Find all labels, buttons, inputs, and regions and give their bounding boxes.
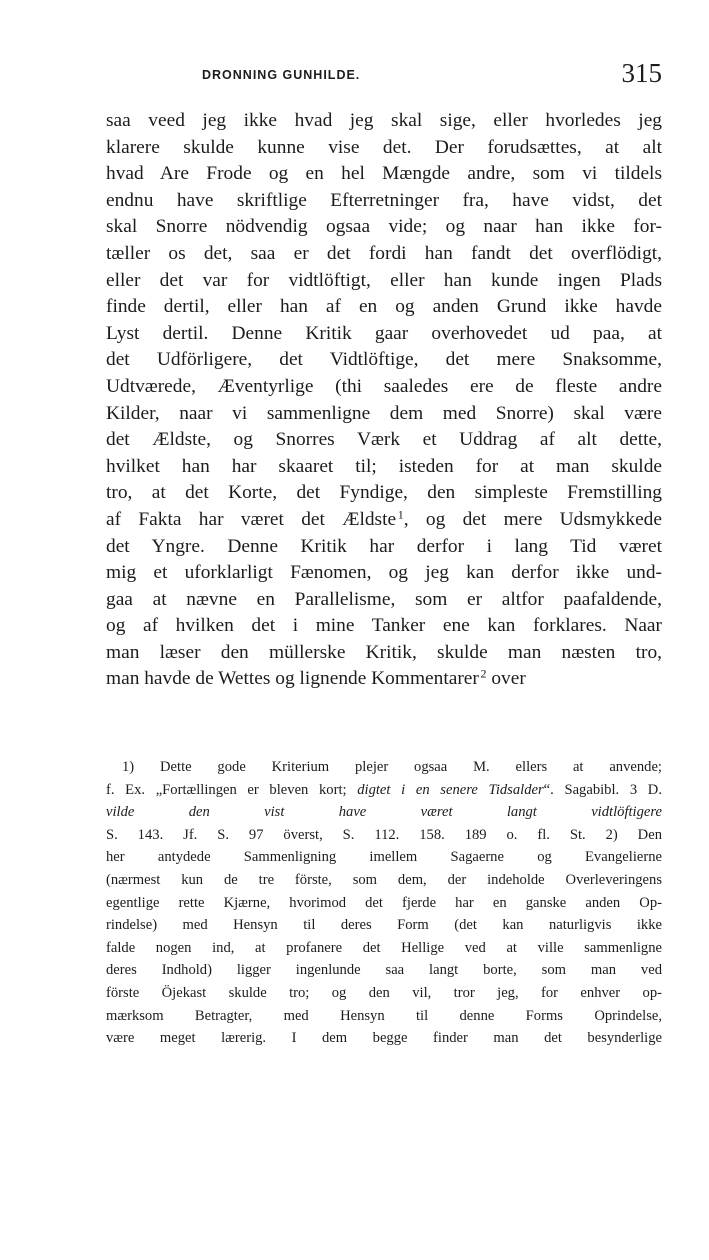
body-line-text: af Fakta har været det Ældste xyxy=(106,508,397,530)
footnote-line xyxy=(106,801,662,824)
body-line: saa veed jeg ikke hvad jeg skal sige, eller hvorledes jeg xyxy=(106,110,662,131)
footnote-ref-2: 2 xyxy=(480,666,487,681)
footnote-line: rindelse) med Hensyn til deres Form (det kan naturligvis ikke xyxy=(106,917,662,934)
body-line: hvad Are Frode og en hel Mængde andre, som vi tildels xyxy=(106,163,662,185)
body-text xyxy=(106,108,662,693)
body-line: endnu have skriftlige Efterretninger fra, have vidst, det xyxy=(106,189,662,211)
footnote-text: Dette gode Kriterium plejer ogsaa M. ellers at anvende; xyxy=(134,759,662,775)
footnote-line: være meget lærerig. I dem begge finder man det besynderlige xyxy=(106,1030,662,1047)
footnote-line: her antydede Sammenligning imellem Sagaerne og Evangelierne xyxy=(106,849,662,866)
body-line: tæller os det, saa er det fordi han fandt det overflödigt, xyxy=(106,242,662,264)
footnote-line: förste Öjekast skulde tro; og den vil, tror jeg, for enhver op- xyxy=(106,984,662,1001)
body-line: man læser den müllerske Kritik, skulde man næsten tro, xyxy=(106,641,662,663)
footnote-mark-2: 2) xyxy=(605,826,618,843)
body-line-text: man havde de Wettes og lignende Kommentarer xyxy=(106,668,479,690)
body-line: mig et uforklarligt Fænomen, og jeg kan derfor ikke und- xyxy=(106,562,662,584)
footnotes xyxy=(106,756,662,1050)
body-line: og af hvilken det i mine Tanker ene kan forklares. Naar xyxy=(106,615,662,637)
body-line: klarere skulde kunne vise det. Der forudsættes, at alt xyxy=(106,136,662,158)
body-line-text: , og det mere Udsmykkede xyxy=(403,508,662,530)
body-line: Udtværede, Æventyrlige (thi saaledes ere de fleste andre xyxy=(106,375,662,397)
body-line: Kilder, naar vi sammenligne dem med Snorre) skal være xyxy=(106,402,662,424)
body-line: det Yngre. Denne Kritik har derfor i lang Tid været xyxy=(106,535,662,557)
footnote-line: mærksom Betragter, med Hensyn til denne Forms Oprindelse, xyxy=(106,1007,662,1024)
footnote-text: f. Ex. „Fortællingen er bleven kort; xyxy=(106,781,358,798)
footnote-mark-1: 1) xyxy=(122,759,135,775)
running-title: DRONNING GUNHILDE. xyxy=(202,68,361,82)
body-line-with-footnote-ref xyxy=(106,507,662,534)
footnote-line: deres Indhold) ligger ingenlunde saa langt borte, som man ved xyxy=(106,962,662,979)
body-line-with-footnote-ref xyxy=(106,666,662,693)
footnote-text: “. Sagabibl. 3 D. xyxy=(543,781,662,798)
running-head xyxy=(90,58,662,92)
body-line: Lyst dertil. Denne Kritik gaar overhovedet ud paa, at xyxy=(106,322,662,344)
footnote-line: egentlige rette Kjærne, hvorimod det fjerde har en ganske anden Op- xyxy=(106,894,662,911)
footnote-line xyxy=(106,756,662,779)
footnote-line xyxy=(106,779,662,802)
body-line: eller det var for vidtlöftigt, eller han kunde ingen Plads xyxy=(106,269,662,291)
body-line: gaa at nævne en Parallelisme, som er altfor paafaldende, xyxy=(106,588,662,610)
body-line: det Udförligere, det Vidtlöftige, det mere Snaksomme, xyxy=(106,349,662,371)
footnote-ref-1: 1 xyxy=(397,507,404,522)
body-line: hvilket han har skaaret til; isteden for at man skulde xyxy=(106,455,662,477)
footnote-text: Den xyxy=(617,826,662,843)
body-line: finde dertil, eller han af en og anden Grund ikke havde xyxy=(106,296,662,318)
footnote-line xyxy=(106,824,662,847)
footnote-line: falde nogen ind, at profanere det Hellige ved at ville sammenligne xyxy=(106,939,662,956)
body-line: det Ældste, og Snorres Værk et Uddrag af alt dette, xyxy=(106,429,662,451)
body-line-text: over xyxy=(486,668,526,690)
page-number: 315 xyxy=(621,58,662,88)
body-line: skal Snorre nödvendig ogsaa vide; og naar han ikke for- xyxy=(106,216,662,238)
body-line: tro, at det Korte, det Fyndige, den simpleste Fremstilling xyxy=(106,482,662,504)
footnote-line: (nærmest kun de tre förste, som dem, der indeholde Overleveringens xyxy=(106,871,662,888)
footnote-italic: digtet i en senere Tidsalder xyxy=(357,781,544,798)
footnote-italic: vilde den vist have været langt vidtlöftigere xyxy=(106,804,662,821)
footnote-text: S. 143. Jf. S. 97 överst, S. 112. 158. 189 o. fl. St. xyxy=(106,826,606,843)
